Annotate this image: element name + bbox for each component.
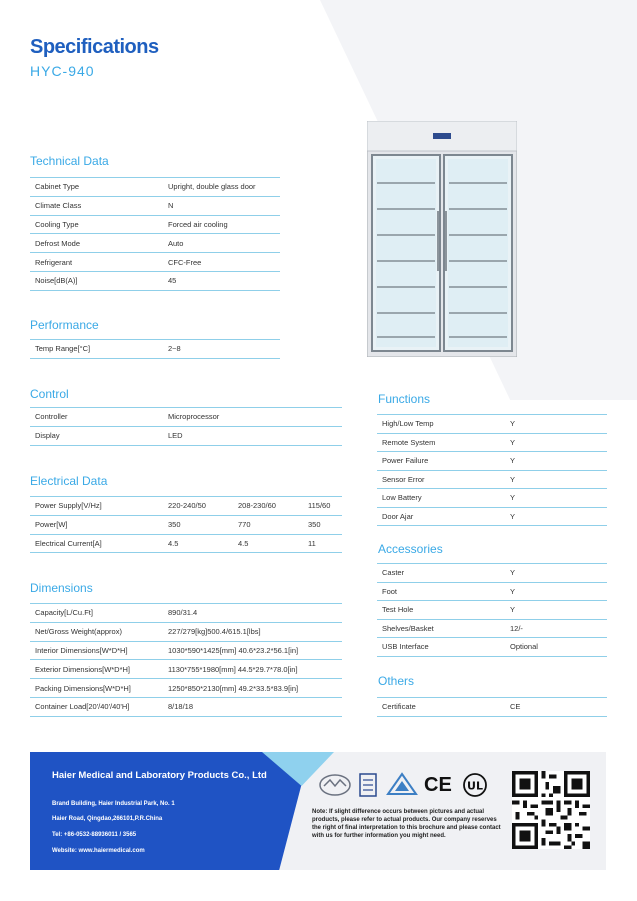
- company-name: Haier Medical and Laboratory Products Co., Ltd: [52, 770, 267, 781]
- accessory-row: [377, 564, 607, 583]
- spec-value: 4.5: [163, 534, 233, 553]
- accessories-table: [377, 563, 607, 657]
- refrigerator-image: [367, 121, 517, 357]
- function-row: [377, 415, 607, 434]
- electrical-row: [30, 497, 342, 516]
- spec-value: 350: [163, 515, 233, 534]
- spec-value: 8/18/18: [163, 697, 342, 716]
- others-row: [377, 698, 607, 717]
- spec-value: 770: [233, 515, 303, 534]
- spec-value: Auto: [163, 234, 280, 253]
- spec-label: High/Low Temp: [377, 415, 505, 434]
- dimensions-table: [30, 603, 342, 717]
- dimensions-row: [30, 604, 342, 623]
- function-row: [377, 452, 607, 471]
- technical-row: [30, 253, 280, 272]
- qr-code-icon[interactable]: [512, 771, 590, 849]
- dimensions-row: [30, 679, 342, 698]
- spec-label: Cooling Type: [30, 215, 163, 234]
- control-table: [30, 407, 342, 446]
- iso-certificate-icon: [358, 772, 378, 798]
- spec-label: Caster: [377, 564, 505, 583]
- accessory-row: [377, 601, 607, 620]
- spec-label: Exterior Dimensions[W*D*H]: [30, 660, 163, 679]
- spec-value: 1030*590*1425[mm] 40.6*23.2*56.1[in]: [163, 641, 342, 660]
- spec-label: Door Ajar: [377, 507, 505, 526]
- dimensions-row: [30, 660, 342, 679]
- spec-value: LED: [163, 426, 342, 445]
- website-link[interactable]: Website: www.haiermedical.com: [52, 848, 145, 854]
- spec-value: Upright, double glass door: [163, 178, 280, 197]
- performance-heading: Performance: [30, 318, 99, 332]
- dimensions-row: [30, 622, 342, 641]
- accessory-row: [377, 638, 607, 657]
- spec-label: Electrical Current[A]: [30, 534, 163, 553]
- control-row: [30, 426, 342, 445]
- spec-value: Y: [505, 601, 607, 620]
- others-table: [377, 697, 607, 717]
- spec-label: Container Load[20'/40'/40'H]: [30, 697, 163, 716]
- ce-mark-icon: CE: [424, 774, 452, 796]
- spec-label: Temp Range[°C]: [30, 340, 163, 359]
- spec-value: Y: [505, 470, 607, 489]
- spec-label: Display: [30, 426, 163, 445]
- technical-data-table: [30, 177, 280, 291]
- spec-label: Controller: [30, 408, 163, 427]
- spec-label: Foot: [377, 582, 505, 601]
- spec-value: Y: [505, 489, 607, 508]
- spec-label: Noise[dB(A)]: [30, 271, 163, 290]
- triangle-certification-icon: [386, 772, 418, 798]
- electrical-data-table: [30, 496, 342, 553]
- control-heading: Control: [30, 387, 69, 401]
- function-row: [377, 433, 607, 452]
- spec-label: Certificate: [377, 698, 505, 717]
- svg-text:UL: UL: [467, 779, 483, 793]
- performance-table: [30, 339, 280, 359]
- electrical-row: [30, 534, 342, 553]
- spec-value: 1130*755*1980[mm] 44.5*29.7*78.0[in]: [163, 660, 342, 679]
- function-row: [377, 470, 607, 489]
- spec-value: 220-240/50: [163, 497, 233, 516]
- control-row: [30, 408, 342, 427]
- spec-label: Power Supply[V/Hz]: [30, 497, 163, 516]
- functions-table: [377, 414, 607, 526]
- electrical-data-heading: Electrical Data: [30, 474, 108, 488]
- technical-row: [30, 271, 280, 290]
- spec-value: Y: [505, 564, 607, 583]
- spec-label: USB Interface: [377, 638, 505, 657]
- spec-label: Capacity[L/Cu.Ft]: [30, 604, 163, 623]
- electrical-row: [30, 515, 342, 534]
- spec-value: 4.5: [233, 534, 303, 553]
- spec-value: Y: [505, 582, 607, 601]
- spec-value: 227/279[kg]500.4/615.1[lbs]: [163, 622, 342, 641]
- spec-value: Y: [505, 452, 607, 471]
- spec-label: Power[W]: [30, 515, 163, 534]
- spec-value: 2~8: [163, 340, 280, 359]
- spec-label: Net/Gross Weight(approx): [30, 622, 163, 641]
- telephone: Tel: +86-0532-88936011 / 3565: [52, 832, 137, 838]
- technical-row: [30, 178, 280, 197]
- others-heading: Others: [378, 674, 415, 688]
- dimensions-heading: Dimensions: [30, 581, 93, 595]
- spec-value: 115/60: [303, 497, 342, 516]
- function-row: [377, 507, 607, 526]
- spec-label: Remote System: [377, 433, 505, 452]
- model-number: HYC-940: [30, 63, 95, 79]
- spec-label: Defrost Mode: [30, 234, 163, 253]
- spec-value: Y: [505, 433, 607, 452]
- functions-heading: Functions: [378, 392, 431, 406]
- dimensions-row: [30, 697, 342, 716]
- spec-label: Test Hole: [377, 601, 505, 620]
- spec-label: Low Battery: [377, 489, 505, 508]
- spec-value: 890/31.4: [163, 604, 342, 623]
- technical-row: [30, 215, 280, 234]
- page-title: Specifications: [30, 36, 159, 58]
- spec-value: 350: [303, 515, 342, 534]
- spec-value: Microprocessor: [163, 408, 342, 427]
- function-row: [377, 489, 607, 508]
- spec-label: Shelves/Basket: [377, 619, 505, 638]
- ul-listed-icon: [458, 772, 492, 798]
- spec-value: N: [163, 196, 280, 215]
- spec-label: Power Failure: [377, 452, 505, 471]
- technical-row: [30, 234, 280, 253]
- performance-row: [30, 340, 280, 359]
- address-line-2: Haier Road, Qingdao,266101,P.R.China: [52, 816, 163, 822]
- spec-value: 12/-: [505, 619, 607, 638]
- technical-data-heading: Technical Data: [30, 154, 109, 168]
- spec-value: Optional: [505, 638, 607, 657]
- spec-label: Sensor Error: [377, 470, 505, 489]
- accessory-row: [377, 582, 607, 601]
- certification-logo-icon: [318, 772, 352, 798]
- spec-value: 208-230/60: [233, 497, 303, 516]
- spec-value: 45: [163, 271, 280, 290]
- spec-label: Refrigerant: [30, 253, 163, 272]
- disclaimer-note: Note: If slight difference occurs between pictures and actual products, please refer to actual products. Our company reserves the right of final interpretation to this brochure and please contact with us for further information you might need.: [312, 809, 501, 839]
- dimensions-row: [30, 641, 342, 660]
- address-line-1: Brand Building, Haier Industrial Park, No. 1: [52, 801, 175, 807]
- technical-row: [30, 196, 280, 215]
- spec-value: CFC-Free: [163, 253, 280, 272]
- spec-label: Packing Dimensions[W*D*H]: [30, 679, 163, 698]
- spec-value: Forced air cooling: [163, 215, 280, 234]
- spec-value: 11: [303, 534, 342, 553]
- spec-label: Cabinet Type: [30, 178, 163, 197]
- spec-value: CE: [505, 698, 607, 717]
- accessories-heading: Accessories: [378, 542, 443, 556]
- spec-label: Interior Dimensions[W*D*H]: [30, 641, 163, 660]
- spec-label: Climate Class: [30, 196, 163, 215]
- accessory-row: [377, 619, 607, 638]
- spec-value: Y: [505, 507, 607, 526]
- spec-value: 1250*850*2130[mm] 49.2*33.5*83.9[in]: [163, 679, 342, 698]
- spec-value: Y: [505, 415, 607, 434]
